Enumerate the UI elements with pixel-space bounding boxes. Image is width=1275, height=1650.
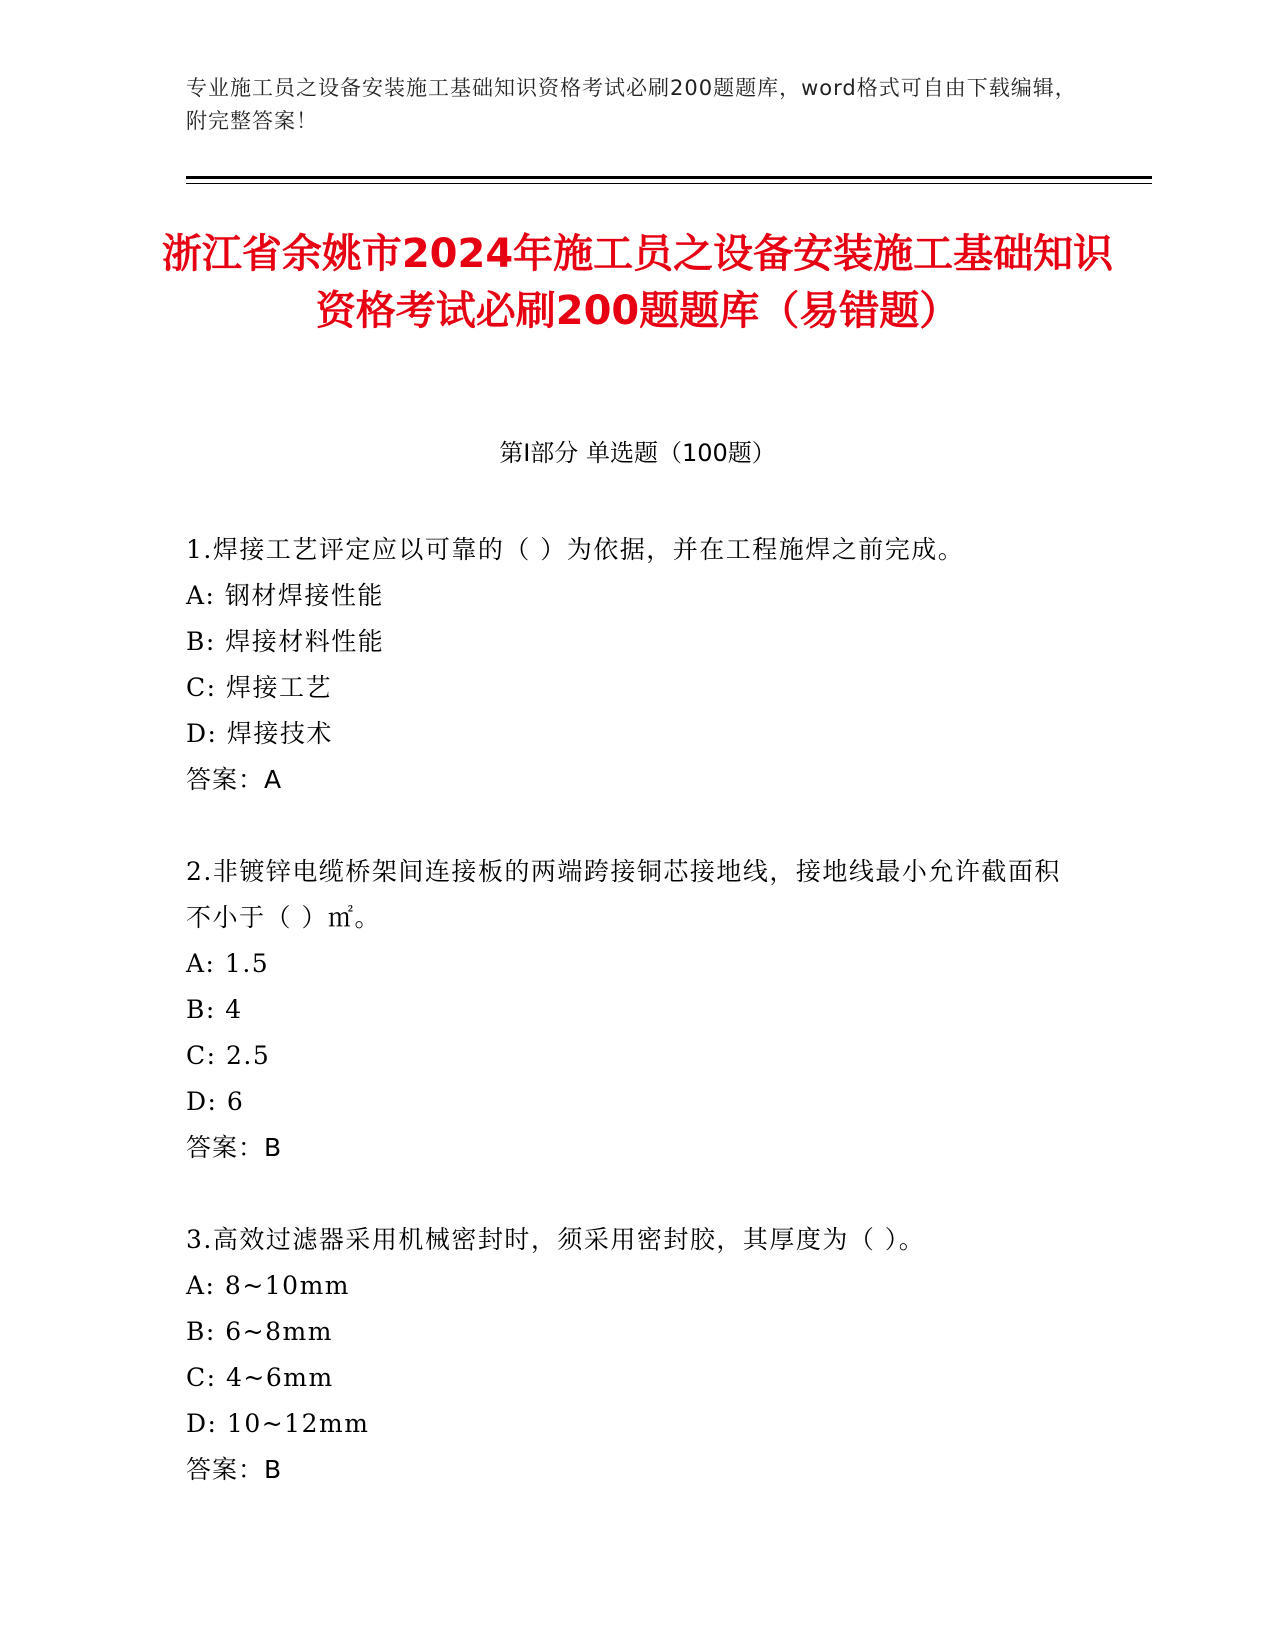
option-c: C: 2.5 [186,1041,271,1070]
question-3 [186,1217,1066,1493]
option-d: D: 焊接技术 [186,719,333,748]
header-note: 专业施工员之设备安装施工基础知识资格考试必刷200题题库，word格式可自由下载编辑，附完整答案！ [186,76,1077,133]
option-b: B: 4 [186,995,243,1024]
question-list [186,527,1066,1539]
option-d: D: 10~12mm [186,1409,370,1438]
option-d: D: 6 [186,1087,245,1116]
question-1 [186,527,1066,803]
option-c: C: 4~6mm [186,1363,334,1392]
document-title: 浙江省余姚市2024年施工员之设备安装施工基础知识资格考试必刷200题题库（易错题） [161,231,1114,334]
question-stem: 3.高效过滤器采用机械密封时，须采用密封胶，其厚度为（ ）。 [186,1225,926,1254]
answer: 答案：B [186,1455,283,1484]
question-stem: 1.焊接工艺评定应以可靠的（ ）为依据，并在工程施焊之前完成。 [186,535,965,564]
answer: 答案：B [186,1133,283,1162]
question-stem: 2.非镀锌电缆桥架间连接板的两端跨接铜芯接地线，接地线最小允许截面积不小于（ ）㎡。 [186,857,1061,932]
header-rule-thick [186,176,1152,179]
option-a: A: 1.5 [186,949,270,978]
option-a: A: 8~10mm [186,1271,351,1300]
question-2 [186,849,1066,1171]
header-rule-thin [186,183,1152,184]
option-b: B: 6~8mm [186,1317,333,1346]
section-title: 第Ⅰ部分 单选题（100题） [499,439,776,467]
answer: 答案：A [186,765,283,794]
option-b: B: 焊接材料性能 [186,627,385,656]
option-c: C: 焊接工艺 [186,673,332,702]
option-a: A: 钢材焊接性能 [186,581,384,610]
